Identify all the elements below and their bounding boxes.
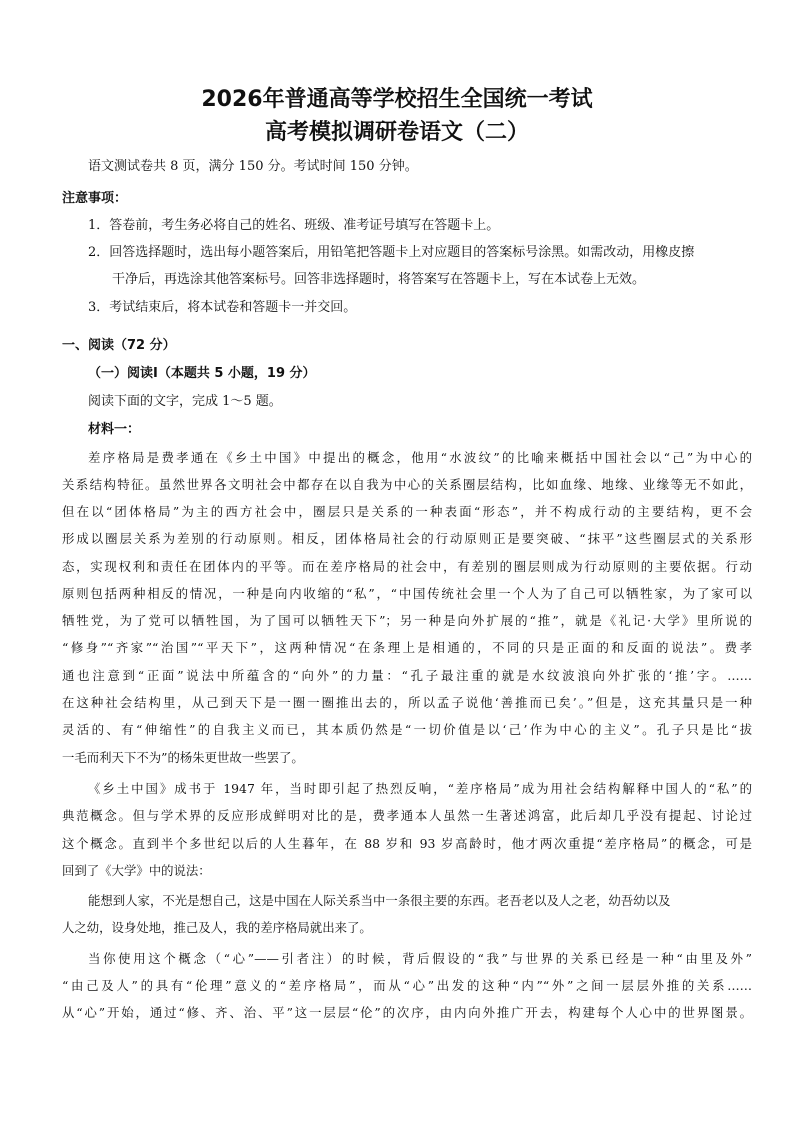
quote-line: 能想到人家，不光是想自己，这是中国在人际关系当中一条很主要的东西。老吾老以及人之老，幼吾幼以及 (88, 893, 671, 908)
notice-item: 3．考试结束后，将本试卷和答题卡一并交回。 (88, 300, 357, 315)
passage-line: 灵活的、有“伸缩性”的自我主义而已，其本质仍然是“一切价值是以‘己’作为中心的主义”。孔子只是比“拔 (62, 722, 752, 737)
notice-heading: 注意事项： (62, 191, 128, 206)
passage-line: 但在以“团体格局”为主的西方社会中，圈层只是关系的一种表面“形态”，并不构成行动的主要结构，更不会 (62, 504, 752, 519)
passage-line: 差序格局是费孝通在《乡土中国》中提出的概念，他用“水波纹”的比喻来概括中国社会以“己”为中心的 (88, 450, 752, 465)
quote-line: 当你使用这个概念（“心”——引者注）的时候，背后假设的“我”与世界的关系已经是一种“由里及外” (88, 951, 752, 966)
passage-line: “修身”“齐家”“治国”“平天下”，这两种情况“在条理上是相通的，不同的只是正面的和反面的说法”。费孝 (62, 640, 752, 655)
quote-line: 从“心”开始，通过“修、齐、治、平”这一层层“伦”的次序，由内向外推广开去，构建每个人心中的世界图景。 (62, 1005, 752, 1020)
exam-intro: 语文测试卷共 8 页，满分 150 分。考试时间 150 分钟。 (88, 159, 418, 174)
exam-title: 2026年普通高等学校招生全国统一考试 (201, 87, 593, 112)
exam-subtitle: 高考模拟调研卷语文（二） (264, 120, 529, 145)
section-heading: 一、阅读（72 分） (62, 338, 176, 353)
quote-line: 人之幼，设身处地，推己及人，我的差序格局就出来了。 (62, 920, 372, 935)
notice-item: 干净后，再选涂其他答案标号。回答非选择题时，将答案写在答题卡上，写在本试卷上无效。 (112, 272, 646, 287)
notice-item: 2．回答选择题时，选出每小题答案后，用铅笔把答题卡上对应题目的答案标号涂黑。如需改动，用橡皮擦 (88, 245, 695, 260)
notice-item: 1．答卷前，考生务必将自己的姓名、班级、准考证号填写在答题卡上。 (88, 218, 500, 233)
passage-line: 态，实现权利和责任在团体内的平等。而在差序格局的社会中，有差别的圈层则成为行动原则的主要依据。行动 (62, 559, 752, 574)
passage-line: 牺牲党，为了党可以牺牲国，为了国可以牺牲天下”；另一种是向外扩展的“推”，就是《礼记·大学》里所说的 (62, 613, 752, 628)
passage-line: 原则包括两种相反的情况，一种是向内收缩的“私”，“中国传统社会里一个人为了自己可以牺牲家，为了家可以 (62, 586, 752, 601)
passage-line: 形成以圈层关系为差别的行动原则。相反，团体格局社会的行动原则正是要突破、“抹平”这些圈层式的关系形 (62, 531, 752, 546)
passage-line: 一毛而利天下不为”的杨朱更世故一些罢了。 (62, 750, 304, 765)
passage-line: 关系结构特征。虽然世界各文明社会中都存在以自我为中心的关系圈层结构，比如血缘、地缘、业缘等无不如此， (62, 477, 752, 492)
quote-line: “由己及人”的具有“伦理”意义的“差序格局”，而从“心”出发的这种“内”“外”之间一层层外推的关系…… (62, 978, 752, 993)
passage-line: 回到了《大学》中的说法： (62, 863, 211, 878)
passage-line: 在这种社会结构里，从己到天下是一圈一圈推出去的，所以孟子说他‘善推而已矣’。”但是，这充其量只是一种 (62, 695, 752, 710)
passage-line: 这个概念。直到半个多世纪以后的人生暮年，在 88 岁和 93 岁高龄时，他才两次重提“差序格局”的概念，可是 (62, 836, 752, 851)
subsection-heading: （一）阅读Ⅰ（本题共 5 小题，19 分） (88, 366, 316, 381)
material-label: 材料一： (88, 422, 141, 437)
instruction: 阅读下面的文字，完成 1～5 题。 (88, 394, 282, 409)
passage-line: 《乡土中国》成书于 1947 年，当时即引起了热烈反响，“差序格局”成为用社会结构解释中国人的“私”的 (88, 781, 752, 796)
passage-line: 通也注意到“正面”说法中所蕴含的“向外”的力量：“孔子最注重的就是水纹波浪向外扩张的‘推’字。…… (62, 668, 752, 683)
passage-line: 典范概念。但与学术界的反应形成鲜明对比的是，费孝通本人虽然一生著述鸿富，此后却几乎没有提起、讨论过 (62, 808, 752, 823)
